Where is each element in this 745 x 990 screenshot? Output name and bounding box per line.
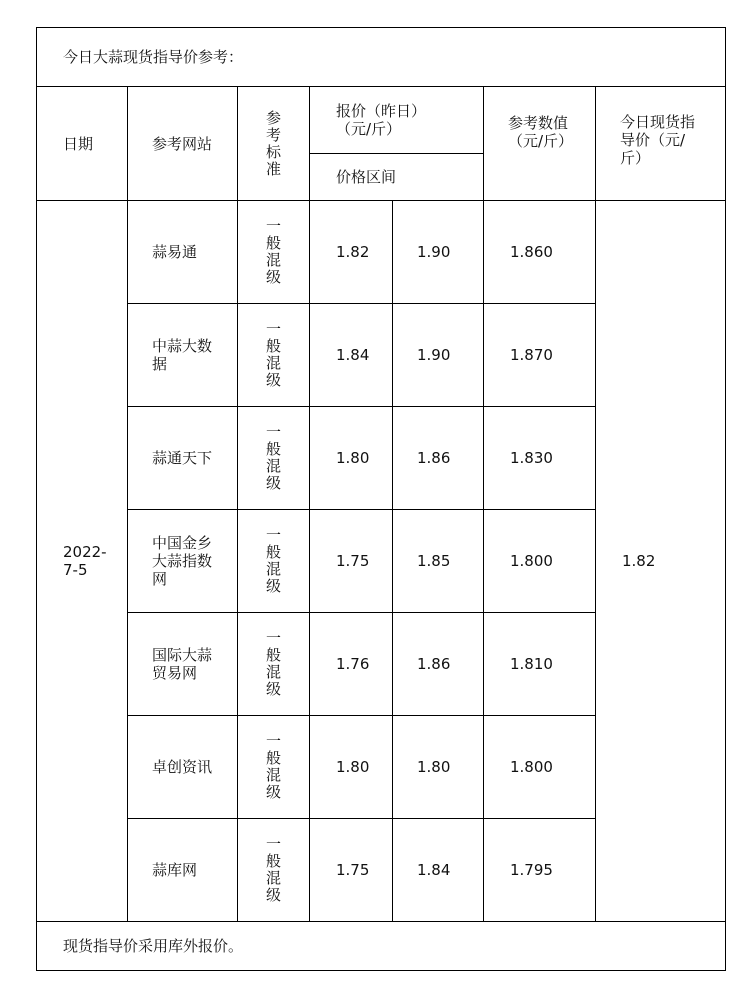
- header-today-text: 今日现货指导价（元/斤）: [620, 113, 696, 167]
- price-low: 1.80: [310, 716, 393, 819]
- header-row: [37, 87, 726, 154]
- price-low: 1.80: [310, 407, 393, 510]
- standard-cell: [238, 510, 310, 613]
- price-low: 1.82: [310, 201, 393, 304]
- site-name: 国际大蒜贸易网: [152, 646, 213, 682]
- standard-text: 一般混级: [265, 423, 281, 492]
- price-low: 1.76: [310, 613, 393, 716]
- price-high: 1.80: [393, 716, 484, 819]
- site-cell: [128, 510, 238, 613]
- site-name: 中国金乡大蒜指数网: [152, 534, 213, 588]
- reference-value: 1.860: [484, 201, 596, 304]
- title-row: [37, 28, 726, 87]
- standard-text: 一般混级: [265, 320, 281, 389]
- date-cell: [37, 201, 128, 922]
- date-text: 2022-7-5: [63, 543, 107, 579]
- footer-row: [37, 922, 726, 971]
- standard-cell: [238, 613, 310, 716]
- price-high: 1.84: [393, 819, 484, 922]
- price-high: 1.85: [393, 510, 484, 613]
- header-date: 日期: [37, 87, 128, 201]
- standard-cell: [238, 407, 310, 510]
- header-standard: [238, 87, 310, 201]
- price-table: [36, 27, 726, 971]
- site-cell: [128, 304, 238, 407]
- reference-value: 1.870: [484, 304, 596, 407]
- standard-text: 一般混级: [265, 835, 281, 904]
- header-site: 参考网站: [128, 87, 238, 201]
- table-row: [37, 201, 726, 304]
- site-cell: [128, 407, 238, 510]
- site-cell: [128, 613, 238, 716]
- reference-value: 1.795: [484, 819, 596, 922]
- table-title: 今日大蒜现货指导价参考：: [37, 28, 726, 87]
- price-low: 1.84: [310, 304, 393, 407]
- header-reference-text: 参考数值（元/斤）: [508, 114, 574, 150]
- header-reference: [484, 87, 596, 201]
- reference-value: 1.810: [484, 613, 596, 716]
- reference-value: 1.830: [484, 407, 596, 510]
- site-cell: [128, 201, 238, 304]
- header-price: [310, 87, 484, 154]
- header-standard-text: 参考标准: [265, 108, 281, 178]
- standard-text: 一般混级: [265, 732, 281, 801]
- standard-cell: [238, 819, 310, 922]
- price-low: 1.75: [310, 819, 393, 922]
- reference-value: 1.800: [484, 510, 596, 613]
- site-name: 蒜库网: [152, 861, 198, 879]
- standard-text: 一般混级: [265, 217, 281, 286]
- standard-text: 一般混级: [265, 629, 281, 698]
- site-name: 蒜通天下: [152, 449, 213, 467]
- header-today: [596, 87, 726, 201]
- price-high: 1.86: [393, 407, 484, 510]
- today-price: 1.82: [596, 201, 726, 922]
- site-cell: [128, 716, 238, 819]
- standard-text: 一般混级: [265, 526, 281, 595]
- price-document: [36, 27, 725, 973]
- standard-cell: [238, 304, 310, 407]
- site-name: 中蒜大数据: [152, 337, 213, 373]
- site-name: 蒜易通: [152, 243, 198, 261]
- price-low: 1.75: [310, 510, 393, 613]
- footer-note: 现货指导价采用库外报价。: [37, 922, 726, 971]
- price-high: 1.90: [393, 201, 484, 304]
- standard-cell: [238, 201, 310, 304]
- price-high: 1.86: [393, 613, 484, 716]
- price-high: 1.90: [393, 304, 484, 407]
- site-name: 卓创资讯: [152, 758, 213, 776]
- site-cell: [128, 819, 238, 922]
- header-range: 价格区间: [310, 154, 484, 201]
- reference-value: 1.800: [484, 716, 596, 819]
- standard-cell: [238, 716, 310, 819]
- header-price-text: 报价（昨日）（元/斤）: [336, 102, 427, 138]
